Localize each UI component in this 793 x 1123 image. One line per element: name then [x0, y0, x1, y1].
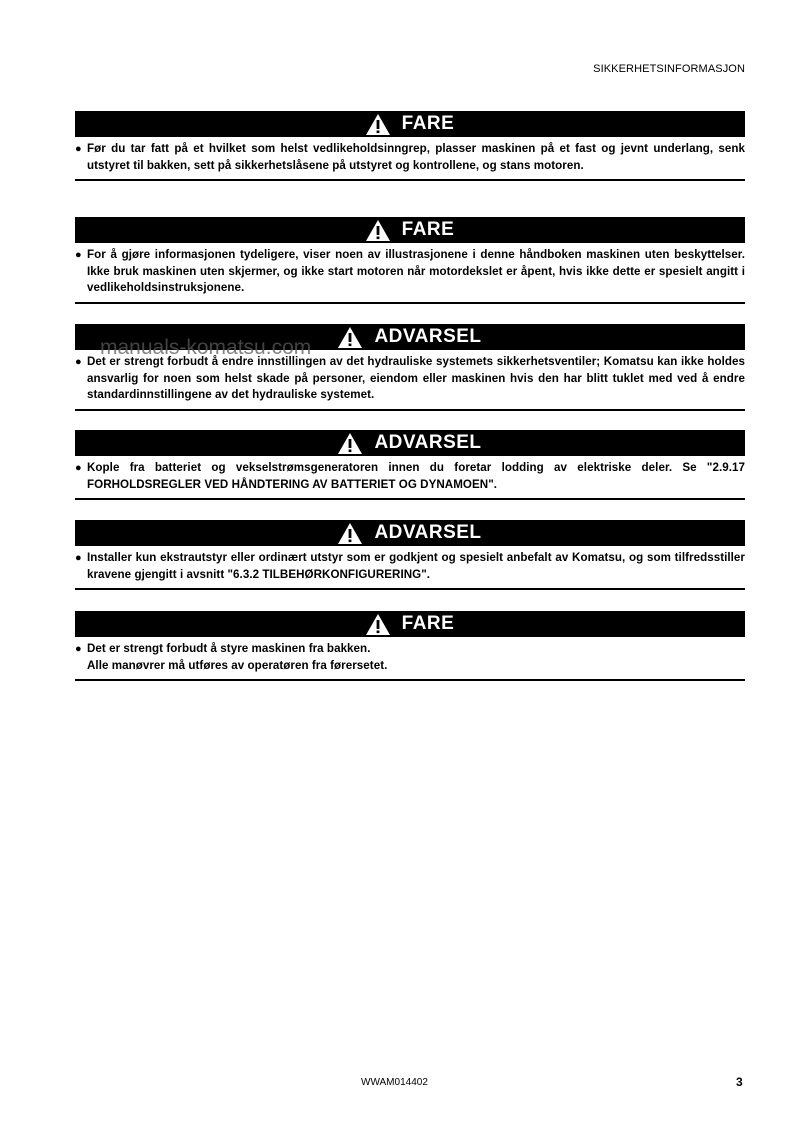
safety-text: Før du tar fatt på et hvilket som helst vedlikeholdsinngrep, plasser maskinen på et fast og jevnt underlang, senk utstyret til bakken, sett på sikkerhetslåsene på utstyret og kontrollene, og stans motoren. [87, 142, 745, 172]
warning-triangle-icon [366, 220, 390, 241]
safety-header-bar [75, 111, 745, 137]
bullet-icon: ● [75, 356, 82, 368]
safety-text: Kople fra batteriet og vekselstrømsgeneratoren innen du foretar lodding av elektriske deler. Se "2.9.17 FORHOLDSREGLER VED HÅNDTERING AV BATTERIET OG DYNAMOEN". [87, 461, 745, 491]
warning-triangle-icon [366, 114, 390, 135]
document-code: WWAM014402 [361, 1077, 428, 1088]
safety-header-bar [75, 430, 745, 456]
warning-triangle-icon [338, 523, 362, 544]
divider [75, 588, 745, 590]
bullet-icon: ● [75, 462, 82, 474]
warning-triangle-icon [338, 327, 362, 348]
safety-message [75, 637, 745, 674]
safety-header-bar [75, 520, 745, 546]
safety-header-bar [75, 611, 745, 637]
safety-message [75, 456, 745, 493]
safety-text: Det er strengt forbudt å styre maskinen fra bakken. [87, 642, 371, 655]
safety-level-label: ADVARSEL [374, 326, 482, 347]
warning-triangle-icon [366, 614, 390, 635]
safety-text: Alle manøvrer må utføres av operatøren fra førersetet. [87, 658, 388, 672]
divider [75, 679, 745, 681]
safety-block-danger-3 [75, 611, 745, 681]
page-number: 3 [736, 1075, 743, 1089]
safety-level-label: FARE [401, 113, 455, 134]
bullet-icon: ● [75, 643, 82, 655]
safety-block-danger-1 [75, 111, 745, 181]
warning-triangle-icon [338, 433, 362, 454]
safety-header-bar [75, 217, 745, 243]
divider [75, 302, 745, 304]
divider [75, 409, 745, 411]
safety-level-label: FARE [401, 219, 455, 240]
safety-level-label: ADVARSEL [374, 522, 482, 543]
safety-text: Installer kun ekstrautstyr eller ordinært utstyr som er godkjent og spesielt anbefalt av Komatsu, og som tilfredsstiller kravene gjengitt i avsnitt "6.3.2 TILBEHØRKONFIGURERING". [87, 551, 745, 581]
safety-text: For å gjøre informasjonen tydeligere, viser noen av illustrasjonene i denne håndboken maskinen uten beskyttelser. Ikke bruk maskinen uten skjermer, og ikke start motoren når motordekslet er åpent, hvis ikke dette er spesielt angitt i vedlikeholdsinstruksjonene. [87, 248, 745, 295]
safety-block-warning-3 [75, 520, 745, 590]
safety-message [75, 137, 745, 174]
bullet-icon: ● [75, 552, 82, 564]
section-title: SIKKERHETSINFORMASJON [593, 63, 745, 75]
safety-message [75, 546, 745, 583]
safety-message [75, 243, 745, 297]
safety-text: Det er strengt forbudt å endre innstillingen av det hydrauliske systemets sikkerhetsventiler; Komatsu kan ikke holdes ansvarlig for noen som helst skade på personer, eiendom eller maskinen hvis den har blitt tuklet med ved å endre standardinnstillingene av det hydrauliske systemet. [87, 355, 745, 402]
safety-level-label: ADVARSEL [374, 432, 482, 453]
safety-level-label: FARE [401, 613, 455, 634]
watermark: manuals-komatsu.com [100, 336, 312, 359]
bullet-icon: ● [75, 143, 82, 155]
divider [75, 179, 745, 181]
safety-block-danger-2 [75, 217, 745, 304]
divider [75, 498, 745, 500]
bullet-icon: ● [75, 249, 82, 261]
safety-block-warning-2 [75, 430, 745, 500]
